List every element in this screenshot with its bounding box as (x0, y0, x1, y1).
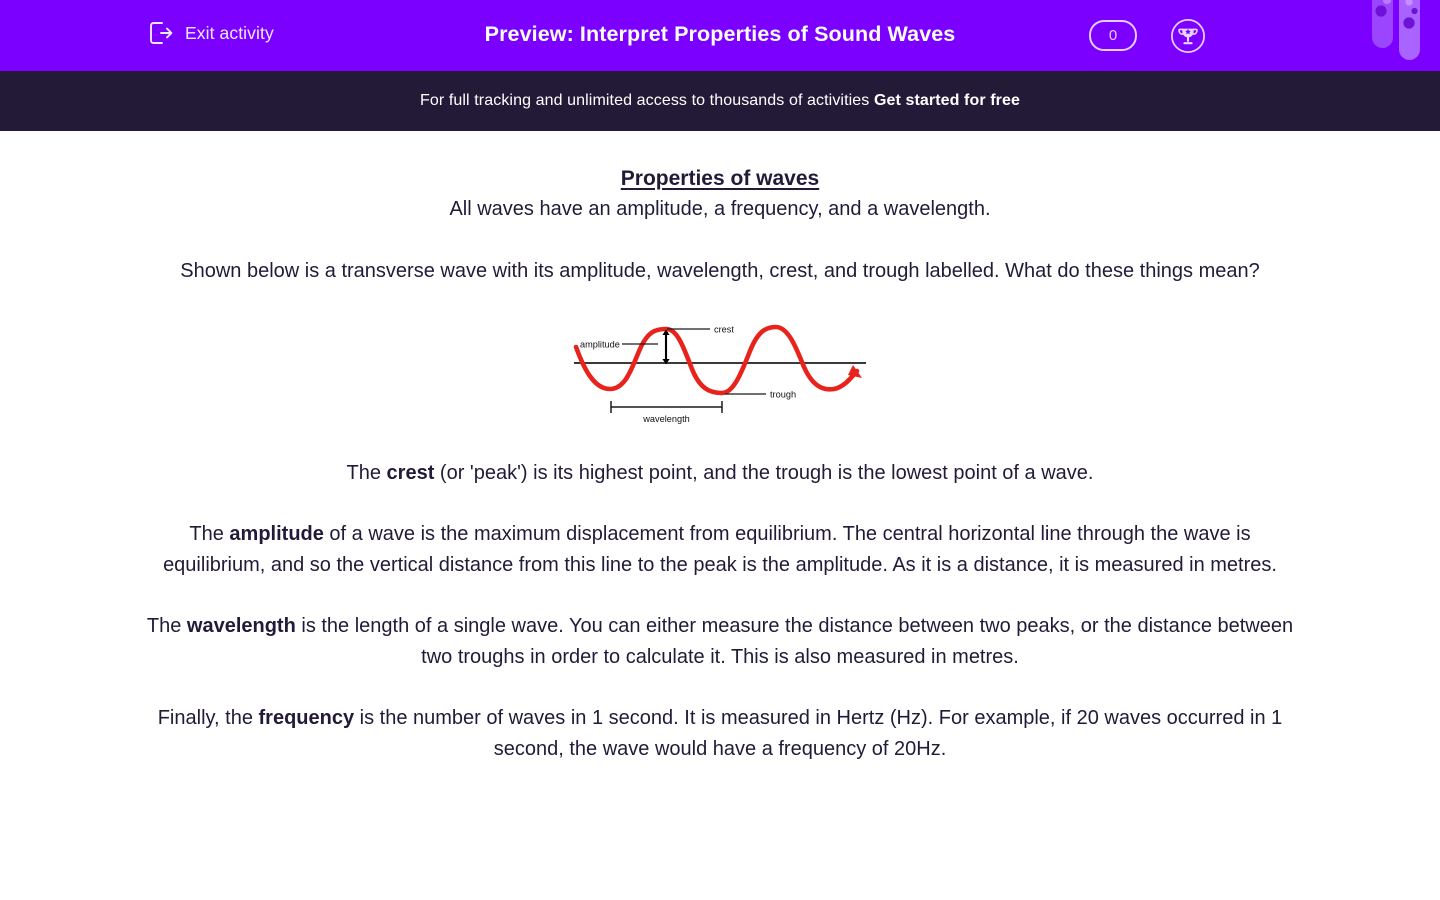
paragraph-amplitude (156, 519, 1284, 581)
emphasis-term: crest (386, 462, 435, 484)
crest-label: crest (714, 324, 734, 335)
wavelength-label: wavelength (643, 414, 690, 424)
body-text: The (146, 615, 187, 637)
body-text: Finally, the (157, 707, 259, 729)
exit-activity-label: Exit activity (185, 22, 274, 43)
body-text: (or 'peak') is its highest point, and the trough is the lowest point of a wave. (434, 462, 1094, 484)
paragraph-frequency (140, 703, 1300, 765)
paragraph-crest (156, 458, 1284, 489)
trough-label: trough (770, 389, 797, 400)
emphasis-term: frequency (258, 707, 355, 729)
section-heading: Properties of waves (620, 167, 820, 190)
spacer (0, 489, 1440, 519)
section-lede: All waves have an amplitude, a frequency, and a wavelength. (449, 198, 991, 220)
spacer (0, 673, 1440, 703)
spacer (0, 225, 1440, 256)
get-started-link[interactable]: Get started for free (873, 92, 1020, 109)
score-badge[interactable]: 0 (1089, 20, 1137, 51)
spacer (0, 581, 1440, 611)
wave-curve (576, 324, 857, 393)
promo-banner (0, 71, 1440, 131)
body-text: is the number of waves in 1 second. It is measured in Hertz (Hz). For example, if 20 waves occurred in 1 second, the wave would have a frequency of 20Hz. (354, 707, 1283, 760)
body-text: of a wave is the maximum displacement from equilibrium. The central horizontal line through the wave is equilibrium, and so the vertical distance from this line to the peak is the amplitude. As it is a distance, it is measured in metres. (163, 523, 1277, 576)
promo-message: For full tracking and unlimited access to thousands of activities (420, 92, 874, 109)
body-text: is the length of a single wave. You can either measure the distance between two peaks, or the distance between two troughs in order to calculate it. This is also measured in metres. (295, 615, 1294, 668)
activity-content (0, 131, 1440, 765)
wave-svg (570, 315, 870, 430)
body-text: The (346, 462, 387, 484)
question-text: Shown below is a transverse wave with its amplitude, wavelength, crest, and trough labelled. What do these things mean? (180, 260, 1260, 282)
trophy-icon[interactable] (1170, 18, 1206, 54)
amplitude-label: amplitude (580, 339, 620, 350)
emphasis-term: wavelength (186, 615, 296, 637)
emphasis-term: amplitude (229, 523, 324, 545)
page-title: Preview: Interpret Properties of Sound Waves (484, 22, 956, 46)
transverse-wave-diagram (0, 315, 1440, 430)
promo-banner-text (420, 92, 1020, 110)
app-header (0, 0, 1440, 71)
paragraph-wavelength (140, 611, 1300, 673)
body-text: The (189, 523, 230, 545)
